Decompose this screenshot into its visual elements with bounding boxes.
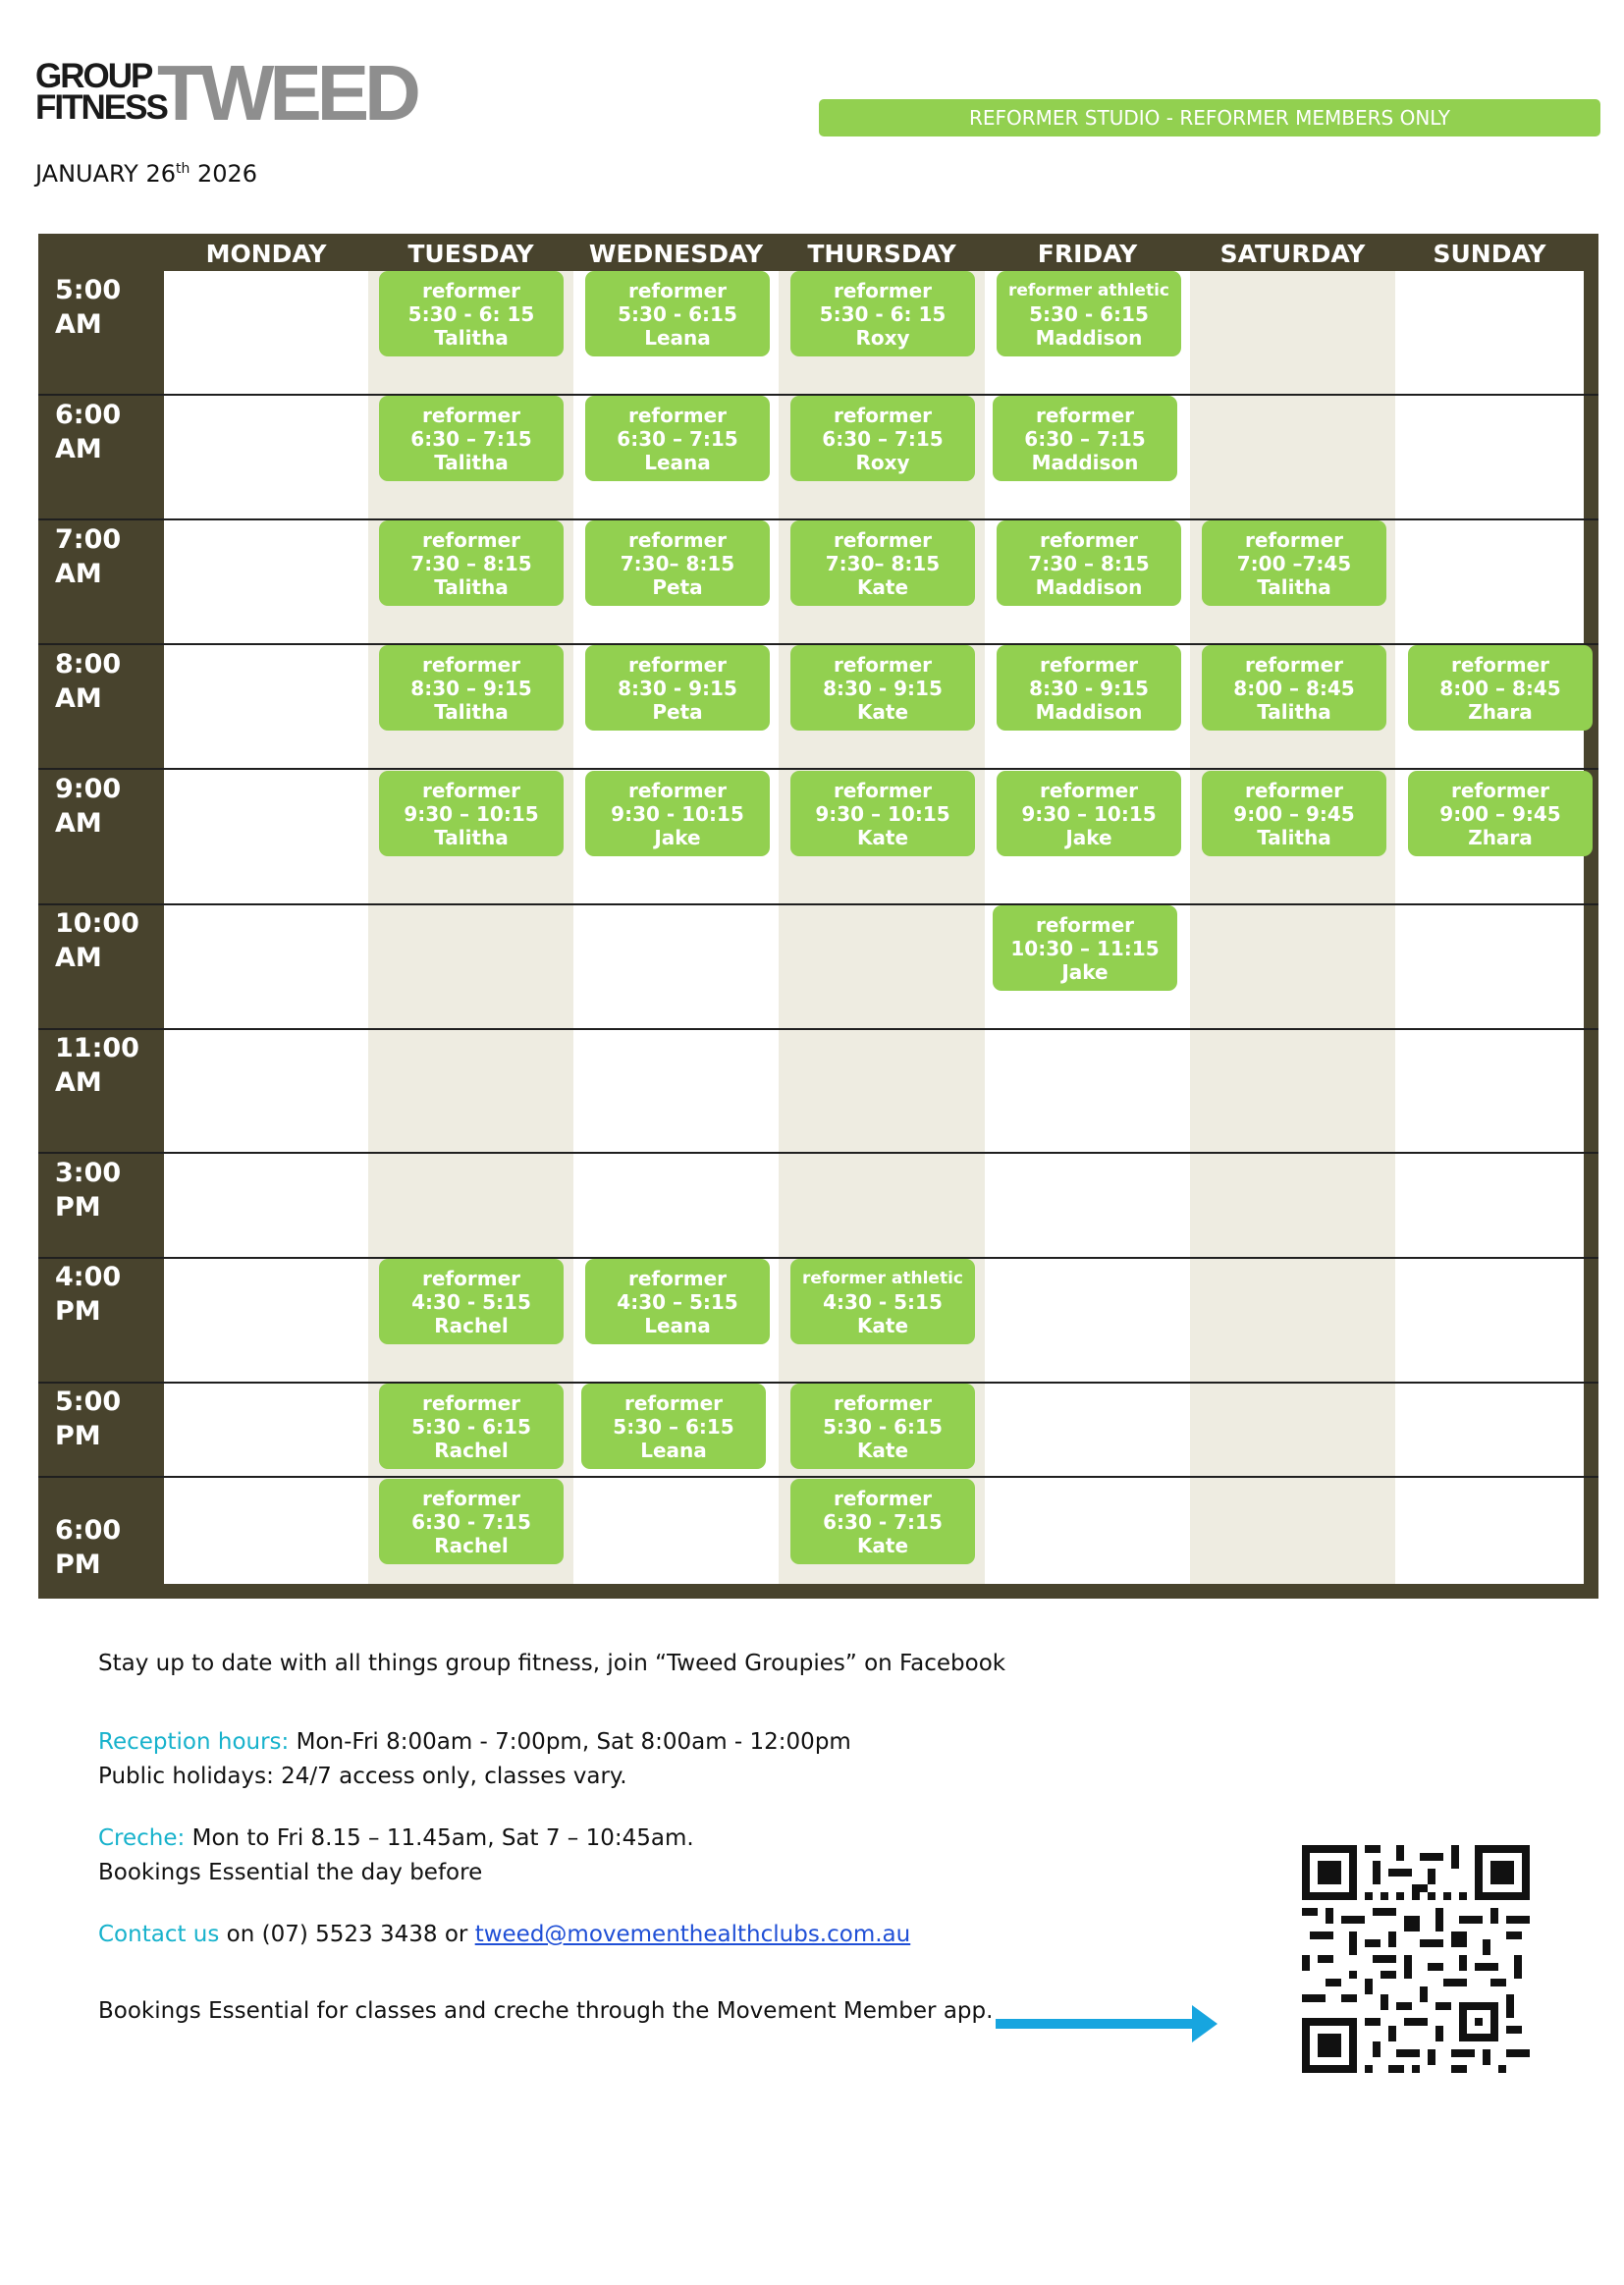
class-card[interactable]: reformer 8:00 – 8:45 Zhara <box>1408 645 1593 731</box>
class-card[interactable]: reformer 10:30 – 11:15 Jake <box>993 905 1177 991</box>
day-header-wednesday: WEDNESDAY <box>588 240 764 268</box>
class-card[interactable]: reformer 6:30 – 7:15 Roxy <box>790 396 975 481</box>
class-card[interactable]: reformer 5:30 – 6:15 Leana <box>581 1384 766 1469</box>
class-card[interactable]: reformer 7:30– 8:15 Peta <box>585 520 770 606</box>
class-card[interactable]: reformer 8:30 – 9:15 Talitha <box>379 645 564 731</box>
class-card[interactable]: reformer 6:30 - 7:15 Kate <box>790 1479 975 1564</box>
row-divider <box>38 1476 1598 1478</box>
class-card[interactable]: reformer 8:30 - 9:15 Kate <box>790 645 975 731</box>
class-card[interactable]: reformer 5:30 - 6: 15 Talitha <box>379 271 564 356</box>
column-saturday <box>1190 271 1395 1584</box>
class-card[interactable]: reformer 6:30 – 7:15 Maddison <box>993 396 1177 481</box>
class-card[interactable]: reformer 7:30 – 8:15 Maddison <box>997 520 1181 606</box>
row-divider <box>38 1152 1598 1154</box>
studio-banner: REFORMER STUDIO - REFORMER MEMBERS ONLY <box>819 99 1600 136</box>
class-card[interactable]: reformer 6:30 – 7:15 Talitha <box>379 396 564 481</box>
class-card[interactable]: reformer 5:30 - 6:15 Leana <box>585 271 770 356</box>
time-label-9am: 9:00 AM <box>55 774 122 839</box>
schedule-date: JANUARY 26th 2026 <box>35 160 258 188</box>
time-label-4pm: 4:00 PM <box>55 1262 122 1327</box>
day-header-friday: FRIDAY <box>1037 240 1138 268</box>
class-card[interactable]: reformer 7:30 – 8:15 Talitha <box>379 520 564 606</box>
row-divider <box>38 903 1598 905</box>
column-monday <box>164 271 368 1584</box>
creche-hours: Creche: Mon to Fri 8.15 – 11.45am, Sat 7 – 10:45am. <box>98 1825 694 1851</box>
class-card[interactable]: reformer 9:30 - 10:15 Jake <box>585 771 770 856</box>
logo-group-fitness: GROUP FITNESS <box>35 57 167 127</box>
time-label-7am: 7:00 AM <box>55 524 122 589</box>
class-card[interactable]: reformer 8:30 - 9:15 Maddison <box>997 645 1181 731</box>
time-label-6am: 6:00 AM <box>55 400 122 464</box>
time-label-11am: 11:00 AM <box>55 1033 139 1098</box>
class-card[interactable]: reformer athletic 5:30 - 6:15 Maddison <box>997 271 1181 356</box>
class-card[interactable]: reformer 5:30 - 6: 15 Roxy <box>790 271 975 356</box>
row-divider <box>38 1028 1598 1030</box>
public-holidays: Public holidays: 24/7 access only, classes vary. <box>98 1764 627 1789</box>
creche-bookings: Bookings Essential the day before <box>98 1860 483 1885</box>
class-card[interactable]: reformer 6:30 – 7:15 Leana <box>585 396 770 481</box>
class-card[interactable]: reformer 4:30 - 5:15 Rachel <box>379 1259 564 1344</box>
class-card[interactable]: reformer 9:00 – 9:45 Talitha <box>1202 771 1386 856</box>
qr-code-icon[interactable] <box>1302 1845 1530 2073</box>
class-card[interactable]: reformer 9:30 – 10:15 Jake <box>997 771 1181 856</box>
facebook-note: Stay up to date with all things group fitness, join “Tweed Groupies” on Facebook <box>98 1651 1006 1676</box>
class-card[interactable]: reformer 4:30 – 5:15 Leana <box>585 1259 770 1344</box>
day-header-monday: MONDAY <box>205 240 327 268</box>
day-header-thursday: THURSDAY <box>807 240 956 268</box>
row-divider <box>38 768 1598 770</box>
time-label-5am: 5:00 AM <box>55 275 122 340</box>
class-card[interactable]: reformer 5:30 - 6:15 Rachel <box>379 1384 564 1469</box>
class-card[interactable]: reformer 9:30 – 10:15 Talitha <box>379 771 564 856</box>
time-label-5pm: 5:00 PM <box>55 1387 122 1451</box>
day-header-tuesday: TUESDAY <box>407 240 534 268</box>
time-label-3pm: 3:00 PM <box>55 1158 122 1223</box>
column-sunday <box>1395 271 1584 1584</box>
bookings-note: Bookings Essential for classes and creche through the Movement Member app. <box>98 1998 994 2024</box>
email-link[interactable]: tweed@movementhealthclubs.com.au <box>474 1922 911 1947</box>
class-card[interactable]: reformer athletic 4:30 - 5:15 Kate <box>790 1259 975 1344</box>
day-header-saturday: SATURDAY <box>1219 240 1366 268</box>
class-card[interactable]: reformer 8:30 - 9:15 Peta <box>585 645 770 731</box>
class-card[interactable]: reformer 9:30 – 10:15 Kate <box>790 771 975 856</box>
day-header-sunday: SUNDAY <box>1433 240 1546 268</box>
class-card[interactable]: reformer 8:00 – 8:45 Talitha <box>1202 645 1386 731</box>
class-card[interactable]: reformer 5:30 - 6:15 Kate <box>790 1384 975 1469</box>
class-card[interactable]: reformer 7:00 –7:45 Talitha <box>1202 520 1386 606</box>
arrow-right-icon <box>996 2005 1218 2042</box>
logo-tweed: TWEED <box>157 49 416 136</box>
reception-hours: Reception hours: Mon-Fri 8:00am - 7:00pm, Sat 8:00am - 12:00pm <box>98 1729 851 1755</box>
contact-us: Contact us on (07) 5523 3438 or tweed@movementhealthclubs.com.au <box>98 1922 911 1947</box>
class-card[interactable]: reformer 6:30 - 7:15 Rachel <box>379 1479 564 1564</box>
time-label-8am: 8:00 AM <box>55 649 122 714</box>
class-card[interactable]: reformer 7:30– 8:15 Kate <box>790 520 975 606</box>
class-card[interactable]: reformer 9:00 – 9:45 Zhara <box>1408 771 1593 856</box>
time-label-6pm: 6:00 PM <box>55 1515 122 1580</box>
time-label-10am: 10:00 AM <box>55 908 139 973</box>
